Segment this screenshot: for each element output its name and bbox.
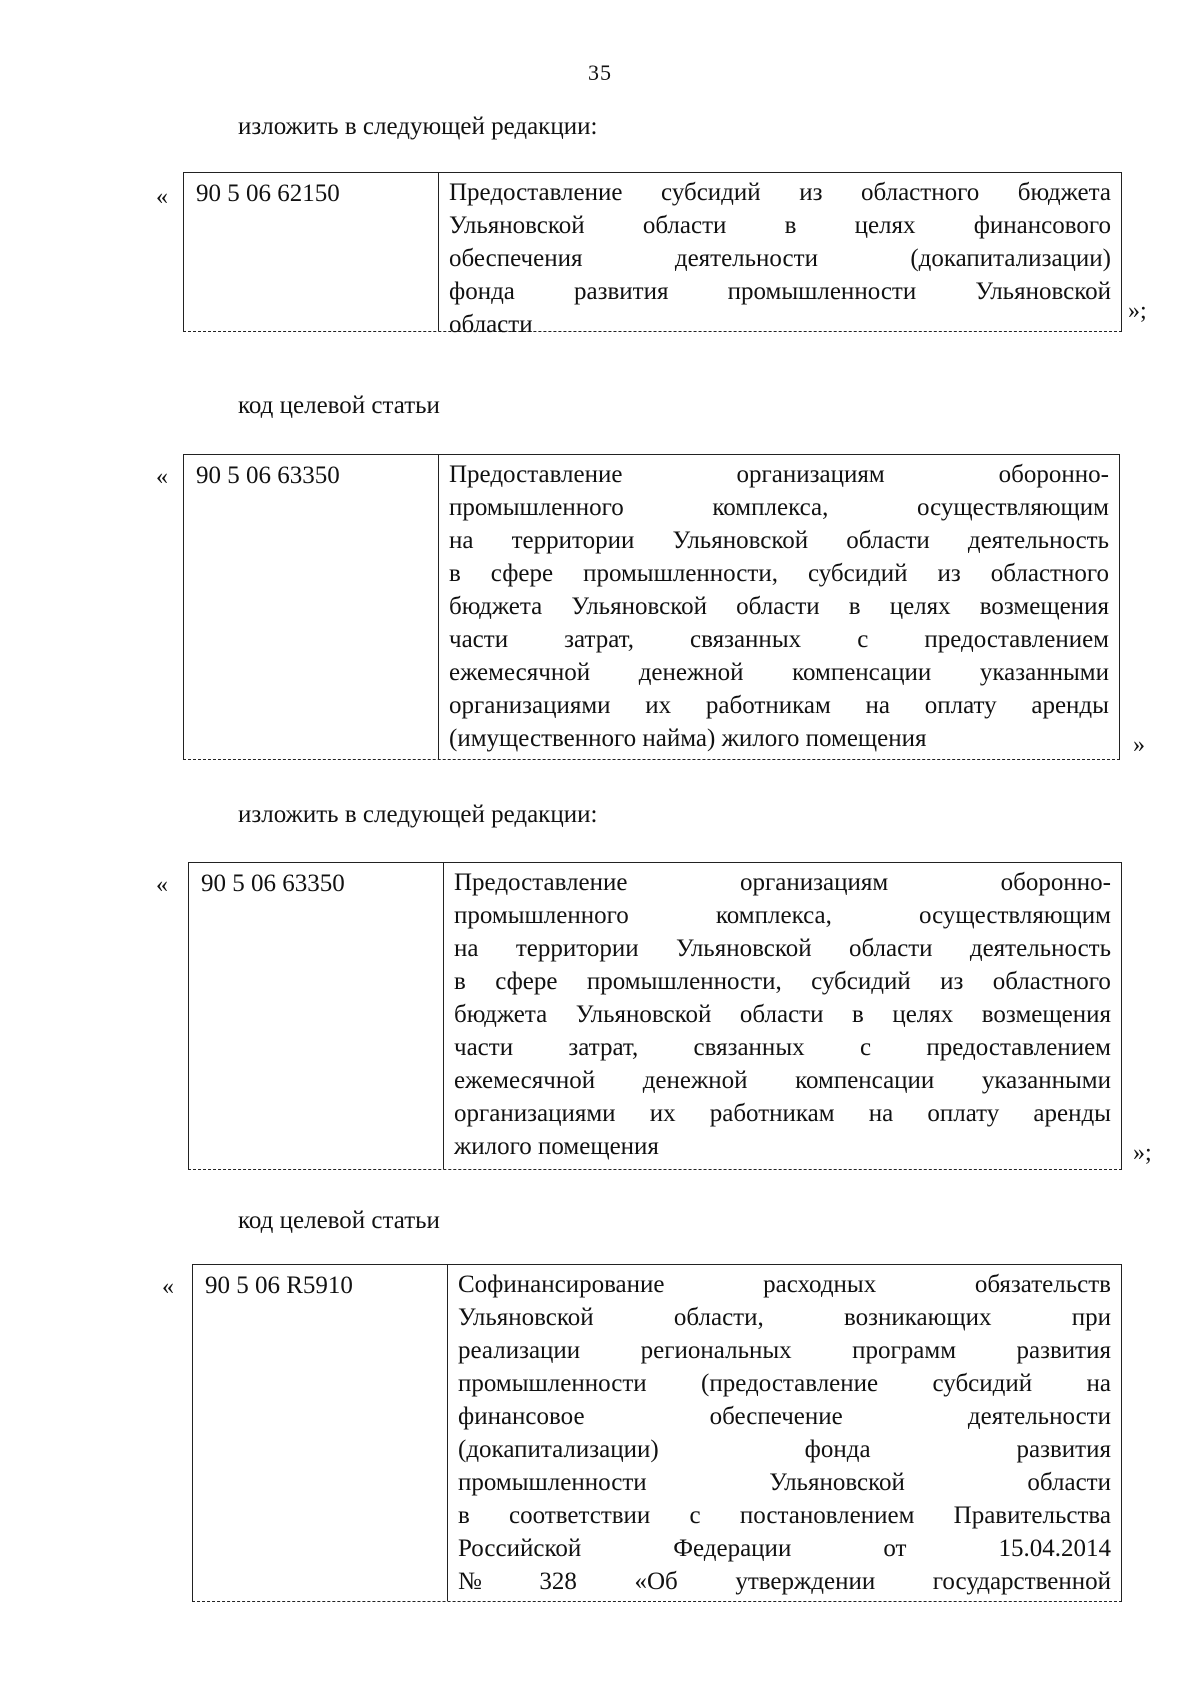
page-number: 35 <box>588 60 612 85</box>
word: Ульяновской <box>571 593 707 620</box>
description-cell <box>444 863 1121 1169</box>
word: при <box>1071 1304 1111 1331</box>
description-line <box>454 899 1111 932</box>
word: в <box>784 212 797 239</box>
word: в <box>848 593 861 620</box>
word: комплекса, <box>712 494 829 521</box>
description-line <box>449 524 1109 557</box>
description-line <box>454 998 1111 1031</box>
instruction-text: код целевой статьи <box>238 392 440 419</box>
word: с <box>859 1034 872 1061</box>
word: бюджета <box>1017 179 1111 206</box>
word: постановлением <box>739 1502 915 1529</box>
word: возникающих <box>844 1304 992 1331</box>
description-line <box>449 491 1109 524</box>
description-line <box>458 1466 1111 1499</box>
word: субсидий <box>661 179 761 206</box>
description-line <box>458 1400 1111 1433</box>
word: развития <box>1016 1436 1111 1463</box>
word: Ульяновской <box>672 527 809 554</box>
word: организациям <box>736 461 885 488</box>
word: предоставлением <box>924 626 1109 653</box>
word: целях <box>889 593 951 620</box>
word: области <box>642 212 727 239</box>
word: денежной <box>638 659 744 686</box>
description-cell <box>448 1265 1121 1601</box>
word: оборонно- <box>1000 869 1111 896</box>
word: на <box>454 935 479 962</box>
description-line <box>449 458 1109 491</box>
description-line <box>449 656 1109 689</box>
word: оплату <box>924 692 997 719</box>
word: Софинансирование <box>458 1271 665 1298</box>
word: части <box>449 626 509 653</box>
word: областного <box>990 560 1109 587</box>
word: фонда <box>804 1436 871 1463</box>
word: предоставлением <box>926 1034 1111 1061</box>
word: Ульяновской <box>975 278 1111 305</box>
word: связанных <box>693 1034 805 1061</box>
open-quote: « <box>156 184 168 210</box>
word: возмещения <box>979 593 1109 620</box>
instruction-text: код целевой статьи <box>238 1207 440 1234</box>
description-line <box>449 242 1111 275</box>
word: ежемесячной <box>454 1067 596 1094</box>
word: их <box>649 1100 676 1127</box>
word: обеспечения <box>449 245 583 272</box>
word: промышленности <box>458 1370 647 1397</box>
word: оплату <box>927 1100 1000 1127</box>
word: возмещения <box>981 1001 1111 1028</box>
open-quote: « <box>162 1274 174 1300</box>
target-code-cell: 90 5 06 63350 <box>184 455 439 759</box>
word: промышленности <box>727 278 917 305</box>
word: работникам <box>705 692 831 719</box>
word: на <box>1086 1370 1111 1397</box>
description-line <box>454 1097 1111 1130</box>
description-line <box>458 1334 1111 1367</box>
word: комплекса, <box>715 902 832 929</box>
word: финансовое <box>458 1403 585 1430</box>
word: организациями <box>449 692 611 719</box>
word: области <box>739 1001 824 1028</box>
description-line <box>449 275 1111 308</box>
close-quote: »; <box>1128 298 1147 324</box>
word: компенсации <box>795 1067 935 1094</box>
word: деятельности <box>967 1403 1111 1430</box>
word: фонда <box>449 278 515 305</box>
description-line: (имущественного найма) жилого помещения <box>449 725 927 752</box>
quoted-table-row <box>0 454 1200 764</box>
word: промышленного <box>454 902 629 929</box>
word: организациями <box>454 1100 616 1127</box>
word: на <box>865 692 890 719</box>
word: области <box>846 527 930 554</box>
word: затрат, <box>564 626 634 653</box>
word: сфере <box>495 968 558 995</box>
word: деятельность <box>969 935 1111 962</box>
word: из <box>940 968 964 995</box>
open-quote: « <box>156 872 168 898</box>
description-line <box>449 623 1109 656</box>
open-quote: « <box>156 464 168 490</box>
description-line <box>458 1301 1111 1334</box>
word: Ульяновской <box>575 1001 712 1028</box>
word: развития <box>1016 1337 1111 1364</box>
word: денежной <box>642 1067 748 1094</box>
word: осуществляющим <box>919 902 1111 929</box>
word: развития <box>574 278 669 305</box>
description-line <box>454 965 1111 998</box>
word: аренды <box>1031 692 1109 719</box>
word: части <box>454 1034 514 1061</box>
word: связанных <box>690 626 802 653</box>
word: № <box>458 1568 482 1595</box>
word: указанными <box>979 659 1109 686</box>
word: обязательств <box>974 1271 1111 1298</box>
quoted-table-row <box>0 862 1200 1174</box>
description-line <box>458 1367 1111 1400</box>
word: аренды <box>1033 1100 1111 1127</box>
word: из <box>937 560 961 587</box>
word: промышленности, <box>583 560 778 587</box>
word: организациям <box>740 869 889 896</box>
word: затрат, <box>568 1034 639 1061</box>
word: программ <box>852 1337 957 1364</box>
description-line <box>449 590 1109 623</box>
word: областного <box>992 968 1111 995</box>
word: сфере <box>490 560 554 587</box>
close-quote: »; <box>1133 1140 1152 1166</box>
close-quote: » <box>1133 732 1145 758</box>
quoted-table-row <box>0 1264 1200 1604</box>
word: региональных <box>640 1337 792 1364</box>
instruction-text: изложить в следующей редакции: <box>238 801 598 828</box>
target-code-cell: 90 5 06 62150 <box>184 173 439 331</box>
description-line <box>454 1031 1111 1064</box>
word: в <box>454 968 466 995</box>
word: обеспечение <box>709 1403 843 1430</box>
target-code-cell: 90 5 06 R5910 <box>193 1265 448 1601</box>
budget-table <box>183 454 1120 760</box>
description-line <box>449 209 1111 242</box>
word: осуществляющим <box>917 494 1109 521</box>
word: «Об <box>634 1568 678 1595</box>
description-line <box>458 1499 1111 1532</box>
word: Ульяновской <box>769 1469 905 1496</box>
word: Предоставление <box>449 179 623 206</box>
description-line <box>454 866 1111 899</box>
word: работникам <box>709 1100 835 1127</box>
word: их <box>645 692 672 719</box>
word: Ульяновской <box>449 212 585 239</box>
word: от <box>883 1535 907 1562</box>
word: с <box>689 1502 701 1529</box>
description-line <box>458 1532 1111 1565</box>
word: субсидий <box>811 968 911 995</box>
word: оборонно- <box>998 461 1109 488</box>
description-line <box>454 1064 1111 1097</box>
budget-table <box>192 1264 1122 1602</box>
word: указанными <box>981 1067 1111 1094</box>
word: ежемесячной <box>449 659 591 686</box>
description-line <box>454 932 1111 965</box>
word: на <box>449 527 474 554</box>
word: Ульяновской <box>675 935 812 962</box>
word: территории <box>511 527 635 554</box>
description-line <box>458 1433 1111 1466</box>
word: (докапитализации) <box>910 245 1111 272</box>
word: целях <box>854 212 916 239</box>
word: 15.04.2014 <box>998 1535 1111 1562</box>
word: промышленности <box>458 1469 647 1496</box>
word: из <box>799 179 823 206</box>
word: целях <box>892 1001 954 1028</box>
word: Ульяновской <box>458 1304 594 1331</box>
budget-table <box>188 862 1122 1170</box>
word: государственной <box>932 1568 1111 1595</box>
word: в <box>852 1001 864 1028</box>
instruction-text: изложить в следующей редакции: <box>238 113 598 140</box>
word: в <box>449 560 461 587</box>
word: компенсации <box>792 659 932 686</box>
word: области <box>848 935 933 962</box>
word: (докапитализации) <box>458 1436 659 1463</box>
word: субсидий <box>932 1370 1033 1397</box>
description-line: жилого помещения <box>454 1133 659 1160</box>
budget-table <box>183 172 1122 338</box>
word: реализации <box>458 1337 581 1364</box>
word: области <box>1027 1469 1111 1496</box>
word: на <box>868 1100 894 1127</box>
word: деятельности <box>674 245 818 272</box>
description-line <box>458 1565 1111 1598</box>
word: соответствии <box>509 1502 651 1529</box>
word: промышленности, <box>586 968 782 995</box>
word: Правительства <box>953 1502 1111 1529</box>
description-cell <box>439 173 1121 338</box>
word: территории <box>515 935 639 962</box>
description-line: области <box>449 311 533 338</box>
target-code-cell: 90 5 06 63350 <box>189 863 444 1169</box>
word: Российской <box>458 1535 582 1562</box>
description-cell <box>439 455 1119 759</box>
word: в <box>458 1502 470 1529</box>
word: субсидий <box>807 560 908 587</box>
word: бюджета <box>449 593 543 620</box>
word: 328 <box>539 1568 577 1595</box>
quoted-table-row <box>0 172 1200 338</box>
word: расходных <box>763 1271 877 1298</box>
description-line <box>449 689 1109 722</box>
description-line <box>449 557 1109 590</box>
word: промышленного <box>449 494 624 521</box>
word: Федерации <box>673 1535 792 1562</box>
word: бюджета <box>454 1001 548 1028</box>
word: Предоставление <box>454 869 628 896</box>
description-line <box>449 176 1111 209</box>
description-line <box>458 1268 1111 1301</box>
word: Предоставление <box>449 461 623 488</box>
word: области, <box>673 1304 764 1331</box>
word: с <box>857 626 869 653</box>
word: утверждении <box>735 1568 876 1595</box>
word: областного <box>861 179 980 206</box>
word: области <box>736 593 820 620</box>
word: деятельность <box>967 527 1109 554</box>
word: (предоставление <box>701 1370 879 1397</box>
word: финансового <box>973 212 1111 239</box>
